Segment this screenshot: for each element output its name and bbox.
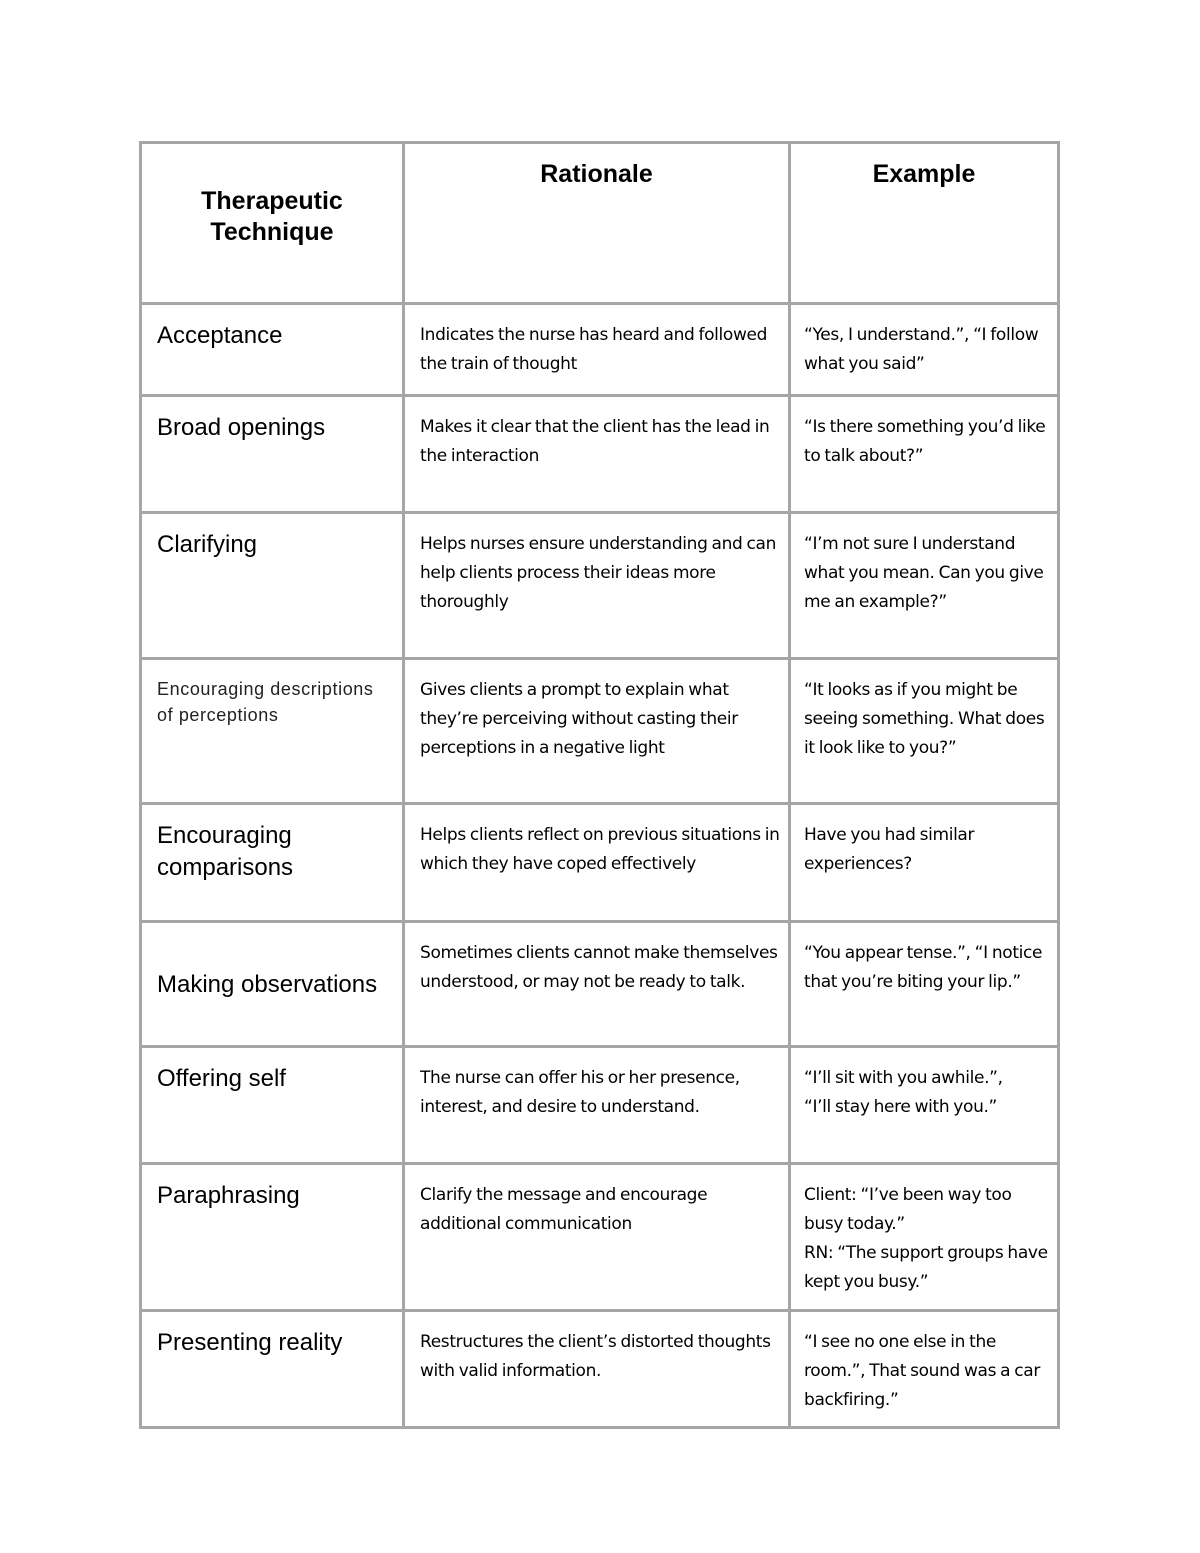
rationale-cell: Helps nurses ensure understanding and can help clients process their ideas more thoroughly (404, 513, 790, 659)
table-row (141, 396, 1059, 513)
rationale-cell: Sometimes clients cannot make themselves understood, or may not be ready to talk. (404, 922, 790, 1047)
header-row (141, 143, 1059, 304)
rationale-cell: Helps clients reflect on previous situations in which they have coped effectively (404, 804, 790, 922)
example-cell: “Yes, I understand.”, “I follow what you said” (790, 304, 1059, 396)
header-rationale: Rationale (404, 143, 790, 304)
technique-cell: Paraphrasing (141, 1164, 404, 1311)
rationale-cell: Gives clients a prompt to explain what they’re perceiving without casting their perceptions in a negative light (404, 659, 790, 804)
table-row (141, 804, 1059, 922)
header-technique: Therapeutic Technique (141, 143, 404, 304)
rationale-cell: Clarify the message and encourage additional communication (404, 1164, 790, 1311)
table-row (141, 1164, 1059, 1311)
technique-cell: Presenting reality (141, 1311, 404, 1428)
technique-cell: Clarifying (141, 513, 404, 659)
table-row (141, 659, 1059, 804)
table-row (141, 513, 1059, 659)
header-example: Example (790, 143, 1059, 304)
table-row (141, 922, 1059, 1047)
rationale-cell: The nurse can offer his or her presence, interest, and desire to understand. (404, 1047, 790, 1164)
technique-cell: Offering self (141, 1047, 404, 1164)
technique-cell: Encouraging comparisons (141, 804, 404, 922)
rationale-cell: Restructures the client’s distorted thoughts with valid information. (404, 1311, 790, 1428)
technique-cell: Making observations (141, 922, 404, 1047)
technique-cell: Broad openings (141, 396, 404, 513)
technique-cell: Acceptance (141, 304, 404, 396)
example-cell: Client: “I’ve been way too busy today.” RN: “The support groups have kept you busy.” (790, 1164, 1059, 1311)
table-row (141, 304, 1059, 396)
example-cell: “I’m not sure I understand what you mean. Can you give me an example?” (790, 513, 1059, 659)
example-cell: Have you had similar experiences? (790, 804, 1059, 922)
rationale-cell: Makes it clear that the client has the lead in the interaction (404, 396, 790, 513)
table-row (141, 1047, 1059, 1164)
table-row (141, 1311, 1059, 1428)
example-cell: “You appear tense.”, “I notice that you’re biting your lip.” (790, 922, 1059, 1047)
example-cell: “Is there something you’d like to talk about?” (790, 396, 1059, 513)
example-cell: “I’ll sit with you awhile.”, “I’ll stay here with you.” (790, 1047, 1059, 1164)
therapeutic-techniques-table (139, 141, 1060, 1429)
example-cell: “I see no one else in the room.”, That sound was a car backfiring.” (790, 1311, 1059, 1428)
technique-cell: Encouraging descriptions of perceptions (141, 659, 404, 804)
rationale-cell: Indicates the nurse has heard and followed the train of thought (404, 304, 790, 396)
example-cell: “It looks as if you might be seeing something. What does it look like to you?” (790, 659, 1059, 804)
